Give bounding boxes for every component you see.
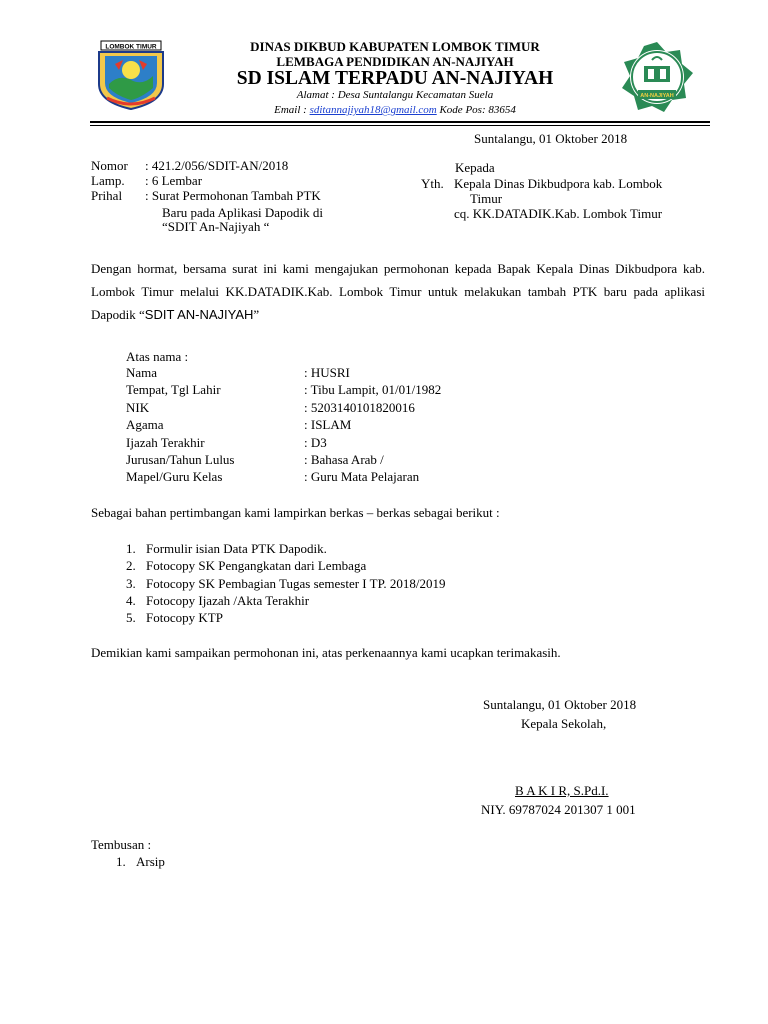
- atas-nama-label: Atas nama :: [126, 349, 189, 364]
- list-item-number: 4.: [126, 593, 136, 608]
- meta-lamp-label: Lamp.: [91, 173, 125, 188]
- email-label: Email :: [274, 104, 310, 116]
- district-emblem-logo: [93, 40, 168, 110]
- list-item-text: Fotocopy Ijazah /Akta Terakhir: [146, 593, 310, 608]
- opening-end-quote: ”: [253, 307, 260, 322]
- meta-prihal-value: : Surat Permohonan Tambah PTK: [145, 188, 321, 203]
- list-item-text: Arsip: [136, 854, 165, 869]
- email-link[interactable]: sditannajiyah18@gmail.com: [309, 104, 437, 116]
- tembusan-label: Tembusan :: [91, 837, 152, 852]
- identity-value: : Guru Mata Pelajaran: [304, 469, 420, 484]
- identity-value: : D3: [304, 435, 327, 450]
- list-item-number: 2.: [126, 558, 136, 573]
- identity-label: Tempat, Tgl Lahir: [126, 382, 221, 397]
- list-item-number: 3.: [126, 576, 136, 591]
- svg-text:LOMBOK TIMUR: LOMBOK TIMUR: [105, 43, 157, 51]
- contact-line: [180, 104, 610, 116]
- list-item-number: 1.: [126, 541, 136, 556]
- recipient-line-3: cq. KK.DATADIK.Kab. Lombok Timur: [454, 206, 663, 221]
- opening-school-name: SDIT AN-NAJIYAH: [144, 307, 254, 322]
- signatory-niy: NIY. 69787024 201307 1 001: [481, 802, 636, 817]
- identity-value: : HUSRI: [304, 365, 350, 380]
- identity-label: Ijazah Terakhir: [126, 435, 205, 450]
- list-item-number: 1.: [116, 854, 126, 869]
- meta-nomor-value: : 421.2/056/SDIT-AN/2018: [145, 158, 289, 173]
- list-item-text: Formulir isian Data PTK Dapodik.: [146, 541, 327, 556]
- agency-name: DINAS DIKBUD KABUPATEN LOMBOK TIMUR: [250, 39, 540, 54]
- recipient-line-2: Timur: [470, 191, 503, 206]
- meta-prihal-label: Prihal: [91, 188, 123, 203]
- school-name: SD ISLAM TERPADU AN-NAJIYAH: [236, 68, 554, 89]
- recipient-kepada: Kepada: [455, 160, 495, 175]
- school-logo: [618, 40, 696, 115]
- postal-code: Kode Pos: 83654: [436, 104, 516, 116]
- list-item-text: Fotocopy KTP: [146, 610, 223, 625]
- subject-line-3: “SDIT An-Najiyah “: [162, 219, 270, 234]
- header-rule-thick: [90, 121, 710, 123]
- list-item-text: Fotocopy SK Pengangkatan dari Lembaga: [146, 558, 367, 573]
- header-rule-thin: [90, 125, 710, 126]
- identity-value: : ISLAM: [304, 417, 352, 432]
- identity-value: : Bahasa Arab /: [304, 452, 384, 467]
- identity-value: : 5203140101820016: [304, 400, 415, 415]
- identity-label: NIK: [126, 400, 150, 415]
- signatory-name: B A K I R, S.Pd.I.: [515, 783, 609, 798]
- school-address: Alamat : Desa Suntalangu Kecamatan Suela: [296, 89, 494, 101]
- opening-paragraph: [91, 257, 705, 326]
- identity-label: Agama: [126, 417, 164, 432]
- foundation-name: LEMBAGA PENDIDIKAN AN-NAJIYAH: [276, 54, 514, 69]
- opening-text: Dengan hormat, bersama surat ini kami mengajukan permohonan kepada Bapak Kepala Dinas Dikbudpora kab. Lombok Timur melalui KK.DATADIK.Kab. Lombok Timur untuk melakukan tambah PTK baru pada aplikasi Dapodik “: [91, 261, 705, 322]
- svg-text:AN-NAJIYAH: AN-NAJIYAH: [640, 93, 674, 99]
- closing-paragraph: Demikian kami sampaikan permohonan ini, atas perkenaannya kami ucapkan terimakasih.: [91, 645, 561, 660]
- letter-date: Suntalangu, 01 Oktober 2018: [474, 131, 628, 146]
- recipient-line-1: Kepala Dinas Dikbudpora kab. Lombok: [454, 176, 663, 191]
- identity-label: Nama: [126, 365, 158, 380]
- identity-value: : Tibu Lampit, 01/01/1982: [304, 382, 442, 397]
- recipient-yth: Yth.: [421, 176, 444, 191]
- signature-place-date: Suntalangu, 01 Oktober 2018: [483, 697, 637, 712]
- list-item-text: Fotocopy SK Pembagian Tugas semester I TP. 2018/2019: [146, 576, 446, 591]
- list-item-number: 5.: [126, 610, 136, 625]
- meta-nomor-label: Nomor: [91, 158, 128, 173]
- identity-label: Mapel/Guru Kelas: [126, 469, 223, 484]
- meta-lamp-value: : 6 Lembar: [145, 173, 203, 188]
- signature-position: Kepala Sekolah,: [521, 716, 607, 731]
- attachments-intro: Sebagai bahan pertimbangan kami lampirkan berkas – berkas sebagai berikut :: [91, 505, 500, 520]
- subject-line-2: Baru pada Aplikasi Dapodik di: [162, 205, 324, 220]
- identity-label: Jurusan/Tahun Lulus: [126, 452, 235, 467]
